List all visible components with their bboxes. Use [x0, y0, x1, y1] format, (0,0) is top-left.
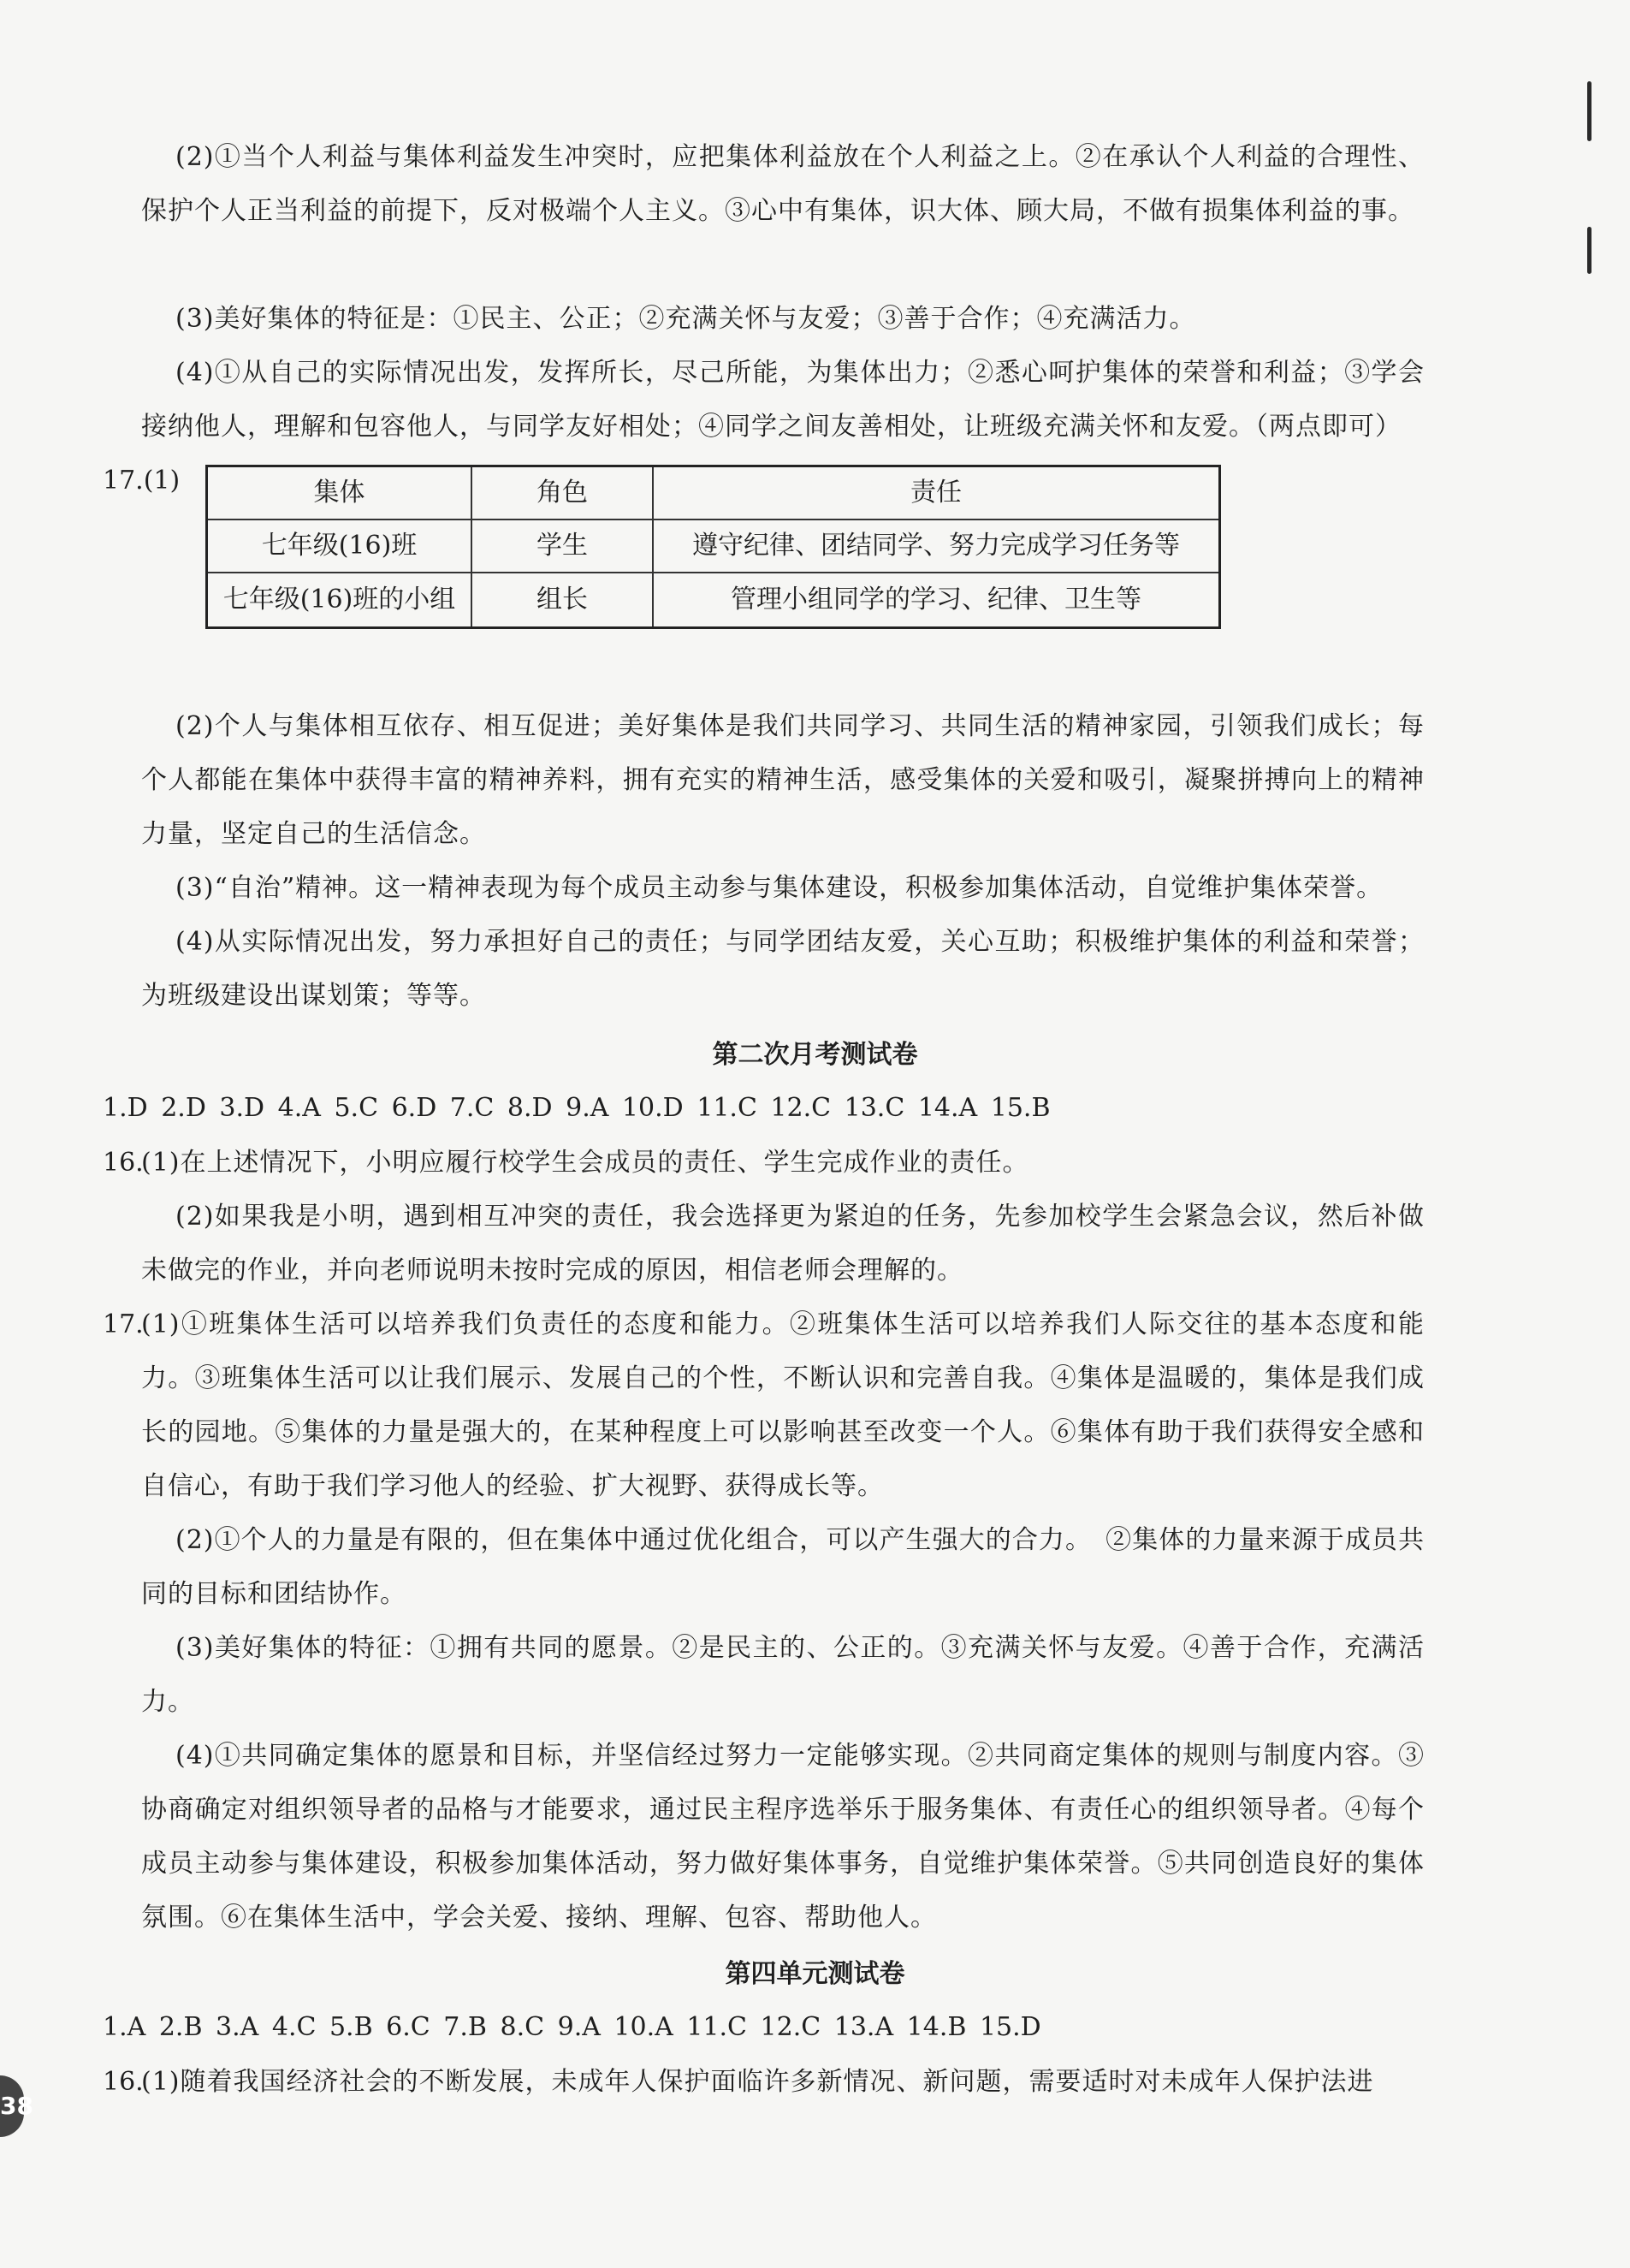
multiple-choice-answers: 1.A 2.B 3.A 4.C 5.B 6.C 7.B 8.C 9.A 10.A 11.C 12.C 13.A 14.B 15.D	[103, 2012, 1041, 2042]
question-17-label: 17.	[103, 1309, 144, 1339]
table-cell: 遵守纪律、团结同学、努力完成学习任务等	[653, 520, 1220, 573]
table-cell: 学生	[471, 520, 653, 573]
answer-q16-3: (3)美好集体的特征是：①民主、公正；②充满关怀与友爱；③善于合作；④充满活力。	[175, 304, 1196, 334]
answer-q16-2: (2)如果我是小明，遇到相互冲突的责任，我会选择更为紧迫的任务，先参加校学生会紧急会议，然后补做未做完的作业，并向老师说明未按时完成的原因，相信老师会理解的。	[141, 1202, 1425, 1285]
section-title-unit-four-test: 第四单元测试卷	[725, 1959, 905, 1989]
responsibility-table	[205, 465, 1221, 629]
answer-q16-4: (4)①从自己的实际情况出发，发挥所长，尽己所能，为集体出力；②悉心呵护集体的荣誉和利益；③学会接纳他人，理解和包容他人，与同学友好相处；④同学之间友善相处，让班级充满关怀和友爱。（两点即可）	[141, 358, 1425, 442]
answer-q16-1: (1)在上述情况下，小明应履行校学生会成员的责任、学生完成作业的责任。	[141, 1148, 1029, 1178]
section-title-second-monthly-test: 第二次月考测试卷	[712, 1040, 918, 1070]
scan-edge-mark	[1587, 227, 1591, 274]
answer-q17-2: (2)个人与集体相互依存、相互促进；美好集体是我们共同学习、共同生活的精神家园，引领我们成长；每个人都能在集体中获得丰富的精神养料，拥有充实的精神生活，感受集体的关爱和吸引，凝聚拼搏向上的精神力量，坚定自己的生活信念。	[141, 711, 1425, 849]
answer-q17-2: (2)①个人的力量是有限的，但在集体中通过优化组合，可以产生强大的合力。 ②集体的力量来源于成员共同的目标和团结协作。	[141, 1525, 1425, 1609]
table-header-row	[207, 466, 1220, 520]
question-17-label: 17.(1)	[103, 466, 181, 496]
page-number-tab: 38	[0, 2075, 24, 2137]
answer-q17-4: (4)从实际情况出发，努力承担好自己的责任；与同学团结友爱，关心互助；积极维护集体的利益和荣誉；为班级建设出谋划策；等等。	[141, 927, 1425, 1011]
table-header-cell: 角色	[471, 466, 653, 520]
table-cell: 七年级(16)班	[207, 520, 472, 573]
answer-q17-1: (1)①班集体生活可以培养我们负责任的态度和能力。②班集体生活可以培养我们人际交往的基本态度和能力。③班集体生活可以让我们展示、发展自己的个性，不断认识和完善自我。④集体是温暖的，集体是我们成长的园地。⑤集体的力量是强大的，在某种程度上可以影响甚至改变一个人。⑥集体有助于我们获得安全感和自信心，有助于我们学习他人的经验、扩大视野、获得成长等。	[141, 1309, 1425, 1501]
table-row	[207, 520, 1220, 573]
answer-q17-3: (3)美好集体的特征：①拥有共同的愿景。②是民主的、公正的。③充满关怀与友爱。④善于合作，充满活力。	[141, 1633, 1425, 1717]
question-16-label: 16.	[103, 1148, 144, 1178]
answer-q17-3: (3)“自治”精神。这一精神表现为每个成员主动参与集体建设，积极参加集体活动，自觉维护集体荣誉。	[175, 873, 1384, 903]
table-header-cell: 集体	[207, 466, 472, 520]
answer-q17-4: (4)①共同确定集体的愿景和目标，并坚信经过努力一定能够实现。②共同商定集体的规则与制度内容。③协商确定对组织领导者的品格与才能要求，通过民主程序选举乐于服务集体、有责任心的组织领导者。④每个成员主动参与集体建设，积极参加集体活动，努力做好集体事务，自觉维护集体荣誉。⑤共同创造良好的集体氛围。⑥在集体生活中，学会关爱、接纳、理解、包容、帮助他人。	[141, 1741, 1425, 1933]
table-cell: 管理小组同学的学习、纪律、卫生等	[653, 573, 1220, 628]
scan-edge-mark	[1587, 81, 1591, 141]
answer-q16-1: (1)随着我国经济社会的不断发展，未成年人保护面临许多新情况、新问题，需要适时对未成年人保护法进	[141, 2067, 1374, 2097]
table-cell: 七年级(16)班的小组	[207, 573, 472, 628]
multiple-choice-answers: 1.D 2.D 3.D 4.A 5.C 6.D 7.C 8.D 9.A 10.D 11.C 12.C 13.C 14.A 15.B	[103, 1093, 1051, 1123]
answer-q16-2: (2)①当个人利益与集体利益发生冲突时，应把集体利益放在个人利益之上。②在承认个人利益的合理性、保护个人正当利益的前提下，反对极端个人主义。③心中有集体，识大体、顾大局，不做有损集体利益的事。	[141, 142, 1425, 226]
table-cell: 组长	[471, 573, 653, 628]
question-16-label: 16.	[103, 2067, 144, 2097]
table-row	[207, 573, 1220, 628]
table-header-cell: 责任	[653, 466, 1220, 520]
